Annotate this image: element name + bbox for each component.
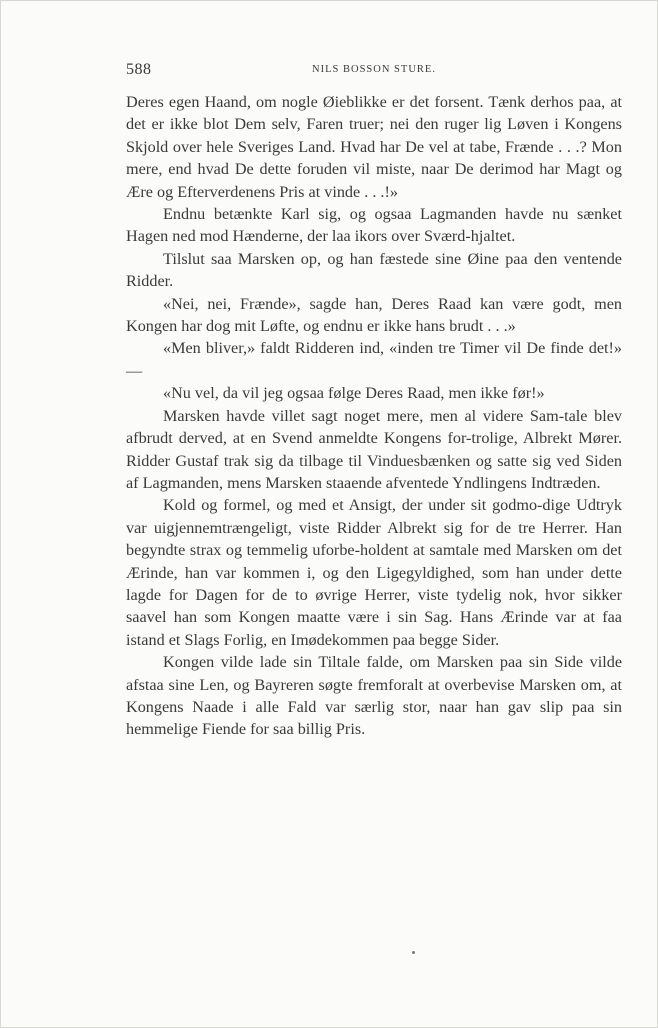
paragraph: «Men bliver,» faldt Ridderen ind, «inden tre Timer vil De finde det!» —	[126, 339, 622, 380]
paragraph: Endnu betænkte Karl sig, og ogsaa Lagmanden havde nu sænket Hagen ned mod Hænderne, der laa ikors over Sværd-hjaltet.	[126, 205, 622, 246]
running-title: NILS BOSSON STURE.	[312, 64, 436, 75]
ink-speck	[412, 951, 415, 954]
paragraph: Tilslut saa Marsken op, og han fæstede sine Øine paa den ventende Ridder.	[126, 249, 622, 291]
running-head	[126, 61, 622, 81]
body-text	[126, 91, 622, 741]
paragraph: Kold og formel, og med et Ansigt, der under sit godmo-dige Udtryk var uigjennemtrængeligt, viste Ridder Albrekt sig for de tre Herrer. Han begyndte strax og temmelig uforbe-holdent at samtale med Marsken om det Ærinde, han var kommen i, og den Ligegyldighed, som han under dette lagde for Dagen for de to øvrige Herrer, viste tydelig nok, hvor sikker saavel han som Kongen maatte være i sin Sag. Hans Ærinde var at faa istand et Slags Forlig, en Imødekommen paa begge Sider.	[126, 496, 622, 649]
paragraph: Marsken havde villet sagt noget mere, men al videre Sam-tale blev afbrudt derved, at en Svend anmeldte Kongens for-trolige, Albrekt Mører. Ridder Gustaf trak sig da tilbage til Vinduesbænken og satte sig ved Siden af Lagmanden, mens Marsken staaende afventede Yndlingens Indtræden.	[126, 406, 622, 492]
paragraph: Kongen vilde lade sin Tiltale falde, om Marsken paa sin Side vilde afstaa sine Len, og Bayreren søgte fremforalt at overbevise Marsken om, at Kongens Naade i alle Fald var særlig stor, naar han gav slip paa sin hemmelige Fiende for saa billig Pris.	[126, 653, 622, 739]
paragraph: «Nu vel, da vil jeg ogsaa følge Deres Raad, men ikke før!»	[163, 384, 545, 403]
paragraph: «Nei, nei, Frænde», sagde han, Deres Raad kan være godt, men Kongen har dog mit Løfte, og endnu er ikke hans brudt . . .»	[126, 294, 622, 336]
page-number: 588	[126, 61, 152, 78]
paragraph: Deres egen Haand, om nogle Øieblikke er det forsent. Tænk derhos paa, at det er ikke blot Dem selv, Faren truer; nei den ruger lig Løven i Kongens Skjold over hele Sveriges Land. Hvad har De vel at tabe, Frænde . . .? Mon mere, end hvad De dette foruden vil miste, naar De derimod har Magt og Ære og Efterverdenens Pris at vinde . . .!»	[126, 93, 622, 201]
